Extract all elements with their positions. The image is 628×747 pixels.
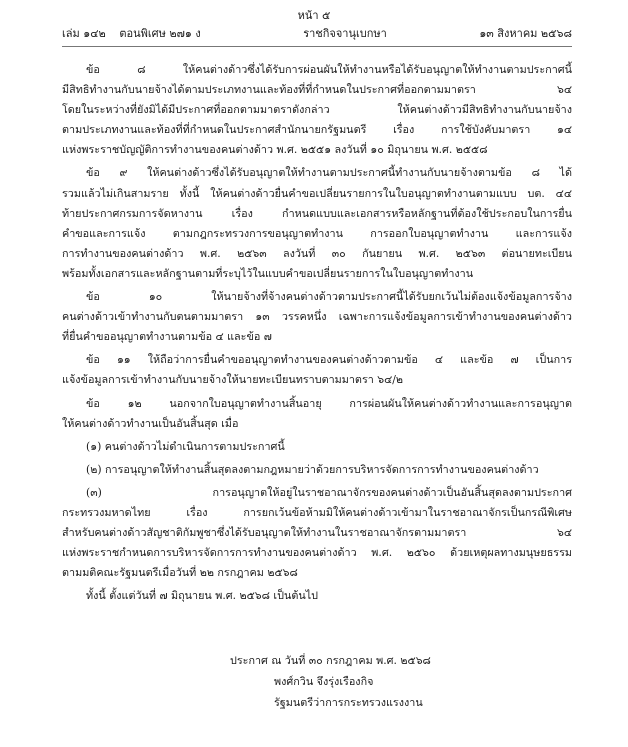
text-line: ตามมติคณะรัฐมนตรีเมื่อวันที่ ๒๒ กรกฎาคม ๒๕๖๘ xyxy=(62,566,298,580)
text-line: ข้อ ๘ ให้คนต่างด้าวซึ่งได้รับการผ่อนผันให้ทำงานหรือได้รับอนุญาตให้ทำงานตามประกาศนี้ xyxy=(86,63,572,76)
special-issue-label: ตอนพิเศษ ๒๗๑ ง xyxy=(119,27,201,40)
text-line: ข้อ ๑๐ ให้นายจ้างที่จ้างคนต่างด้าวตามประกาศนี้ได้รับยกเว้นไม่ต้องแจ้งข้อมูลการจ้าง xyxy=(86,290,572,304)
text-line: คนต่างด้าวเข้าทำงานกับตนตามมาตรา ๑๓ วรรคหนึ่ง เฉพาะการแจ้งข้อมูลการเข้าทำงานของคนต่างด้าว xyxy=(62,310,572,324)
text-line: ตามประเภทงานและท้องที่ที่กำหนดในประกาศสำนักนายกรัฐมนตรี เรื่อง การใช้บังคับมาตรา ๑๔ xyxy=(62,123,572,137)
text-line: กระทรวงมหาดไทย เรื่อง การยกเว้นข้อห้ามมิให้คนต่างด้าวเข้ามาในราชอาณาจักรเป็นกรณีพิเศษ xyxy=(62,505,572,519)
signature-block xyxy=(230,650,570,713)
clause-paragraph xyxy=(62,586,572,606)
text-line: การทำงานของคนต่างด้าว พ.ศ. ๒๕๖๓ ลงวันที่ ๓๐ กันยายน พ.ศ. ๒๕๖๓ ต่อนายทะเบียน xyxy=(62,246,572,260)
text-line: ที่ยื่นคำขออนุญาตทำงานตามข้อ ๔ และข้อ ๗ xyxy=(62,330,272,344)
text-line: ทั้งนี้ ตั้งแต่วันที่ ๗ มิถุนายน พ.ศ. ๒๕๖๘ เป็นต้นไป xyxy=(86,589,319,603)
text-line: สำหรับคนต่างด้าวสัญชาติกัมพูชาซึ่งได้รับอนุญาตให้ทำงานในราชอาณาจักรตามมาตรา ๖๔ xyxy=(62,526,572,540)
text-line: ข้อ ๑๑ ให้ถือว่าการยื่นคำขออนุญาตทำงานของคนต่างด้าวตามข้อ ๔ และข้อ ๗ เป็นการ xyxy=(86,353,572,367)
text-line: มีสิทธิทำงานกับนายจ้างได้ตามประเภทงานและท้องที่ที่กำหนดในประกาศที่ออกตามมาตรา ๖๔ xyxy=(62,83,572,97)
text-line: แห่งพระราชกำหนดการบริหารจัดการการทำงานของคนต่างด้าว พ.ศ. ๒๕๖๐ ด้วยเหตุผลทางมนุษยธรรม xyxy=(62,546,572,560)
page-number: หน้า ๕ xyxy=(297,9,331,22)
clause-paragraph xyxy=(62,60,572,160)
text-line: ข้อ ๙ ให้คนต่างด้าวซึ่งได้รับอนุญาตให้ทำงานตามประกาศนี้ทำงานกับนายจ้างตามข้อ ๘ ได้ xyxy=(86,166,572,180)
signatory-position: รัฐมนตรีว่าการกระทรวงแรงงาน xyxy=(274,696,423,709)
text-line: ข้อ ๑๒ นอกจากใบอนุญาตทำงานสิ้นอายุ การผ่อนผันให้คนต่างด้าวทำงานและการอนุญาต xyxy=(86,396,572,410)
clause-paragraph xyxy=(62,287,572,347)
text-line: (๑) คนต่างด้าวไม่ดำเนินการตามประกาศนี้ xyxy=(86,439,285,453)
volume-label: เล่ม ๑๔๒ xyxy=(62,27,106,40)
text-line: ให้คนต่างด้าวทำงานเป็นอันสิ้นสุด เมื่อ xyxy=(62,416,239,430)
sub-clause xyxy=(62,460,572,480)
document-body xyxy=(62,60,572,609)
text-line: คำขอและการแจ้ง ตามกฎกระทรวงการขอนุญาตทำงาน การออกใบอนุญาตทำงาน และการแจ้ง xyxy=(62,226,572,240)
gazette-header xyxy=(62,24,572,44)
text-line: (๒) การอนุญาตให้ทำงานสิ้นสุดลงตามกฎหมายว่าด้วยการบริหารจัดการการทำงานของคนต่างด้าว xyxy=(86,462,539,476)
text-line: แจ้งข้อมูลการเข้าทำงานกับนายจ้างให้นายทะเบียนทราบตามมาตรา ๖๔/๒ xyxy=(62,373,404,387)
text-line: รวมแล้วไม่เกินสามราย ทั้งนี้ ให้คนต่างด้าวยื่นคำขอเปลี่ยนรายการในใบอนุญาตทำงานตามแบบ บต. ๔๔ xyxy=(62,186,572,200)
text-line: (๓) การอนุญาตให้อยู่ในราชอาณาจักรของคนต่างด้าวเป็นอันสิ้นสุดลงตามประกาศ xyxy=(86,485,572,499)
sub-clause xyxy=(62,437,572,457)
signatory-name: พงศ์กวิน จึงรุ่งเรืองกิจ xyxy=(274,675,374,688)
sub-clause xyxy=(62,483,572,583)
header-rule xyxy=(62,46,572,47)
text-line: แห่งพระราชบัญญัติการทำงานของคนต่างด้าว พ.ศ. ๒๕๕๑ ลงวันที่ ๑๐ มิถุนายน พ.ศ. ๒๕๕๘ xyxy=(62,143,488,157)
clause-paragraph xyxy=(62,394,572,434)
header-left xyxy=(62,24,211,44)
text-line: โดยในระหว่างที่ยังมิได้มีประกาศที่ออกตามมาตราดังกล่าว ให้คนต่างด้าวมีสิทธิทำงานกับนายจ้าง xyxy=(62,103,572,117)
announcement-date: ประกาศ ณ วันที่ ๓๐ กรกฎาคม พ.ศ. ๒๕๖๘ xyxy=(230,654,431,667)
text-line: พร้อมทั้งเอกสารและหลักฐานตามที่ระบุไว้ในแบบคำขอเปลี่ยนรายการในใบอนุญาตทำงาน xyxy=(62,266,474,280)
gazette-title: ราชกิจจานุเบกษา xyxy=(303,27,387,40)
issue-date: ๑๓ สิงหาคม ๒๕๖๘ xyxy=(479,27,572,40)
clause-paragraph xyxy=(62,163,572,284)
text-line: ท้ายประกาศกรมการจัดหางาน เรื่อง กำหนดแบบและเอกสารหรือหลักฐานที่ต้องใช้ประกอบในการยื่น xyxy=(62,206,572,220)
clause-paragraph xyxy=(62,350,572,390)
